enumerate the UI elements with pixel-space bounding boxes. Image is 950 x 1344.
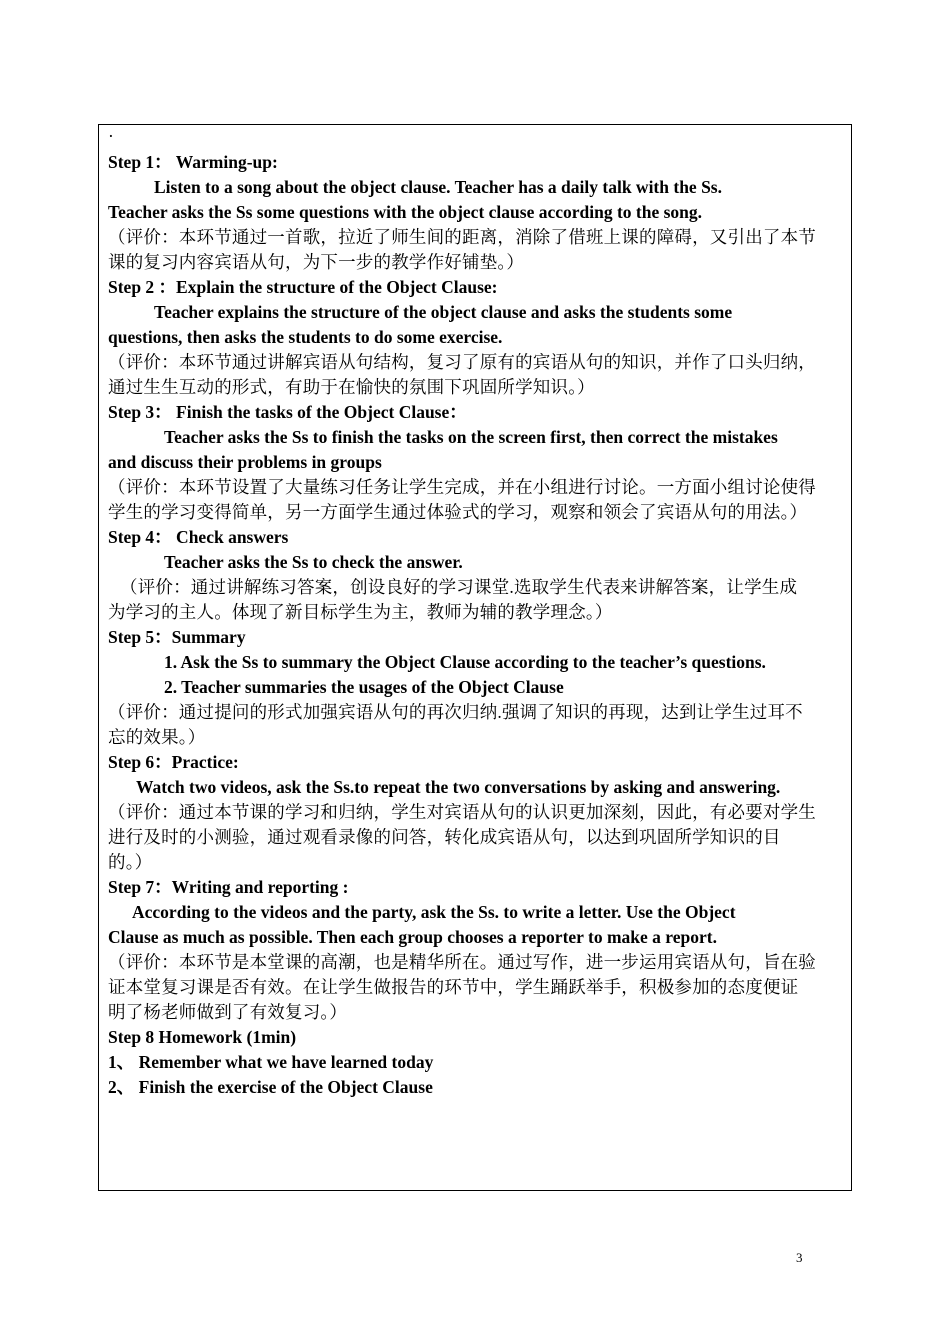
step-3-heading: Step 3： Finish the tasks of the Object Clause： xyxy=(108,402,467,422)
step-3-text: Teacher asks the Ss to finish the tasks on the screen first, then correct the mistakes xyxy=(164,427,778,447)
step-2-evaluation: （评价：本环节通过讲解宾语从句结构，复习了原有的宾语从句的知识，并作了口头归纳， xyxy=(108,352,816,372)
step-4-evaluation: 为学习的主人。体现了新目标学生为主，教师为辅的教学理念。） xyxy=(108,602,613,622)
page-number: 3 xyxy=(796,1250,803,1265)
step-4-text: Teacher asks the Ss to check the answer. xyxy=(164,552,463,572)
step-7-evaluation: 证本堂复习课是否有效。在让学生做报告的环节中，学生踊跃举手，积极参加的态度便证 xyxy=(108,977,799,997)
step-2-text: questions, then asks the students to do some exercise. xyxy=(108,327,503,347)
step-1-evaluation: 课的复习内容宾语从句，为下一步的教学作好铺垫。） xyxy=(108,252,525,272)
step-6-heading: Step 6：Practice: xyxy=(108,752,239,772)
step-1-evaluation: （评价：本环节通过一首歌，拉近了师生间的距离，消除了借班上课的障碍，又引出了本节 xyxy=(108,227,816,247)
step-5-item-1: 1. Ask the Ss to summary the Object Clause according to the teacher’s questions. xyxy=(164,652,766,672)
step-1-text: Listen to a song about the object clause. Teacher has a daily talk with the Ss. xyxy=(154,177,722,197)
step-7-evaluation: 明了杨老师做到了有效复习。） xyxy=(108,1002,348,1022)
step-5-heading: Step 5：Summary xyxy=(108,627,246,647)
step-7-text: According to the videos and the party, ask the Ss. to write a letter. Use the Object xyxy=(132,902,736,922)
step-7-heading: Step 7：Writing and reporting : xyxy=(108,877,349,897)
step-2-evaluation: 通过生生互动的形式，有助于在愉快的氛围下巩固所学知识。） xyxy=(108,377,595,397)
step-6-evaluation: 的。） xyxy=(108,852,153,872)
step-5-evaluation: 忘的效果。） xyxy=(108,727,206,747)
step-4-evaluation: （评价：通过讲解练习答案，创设良好的学习课堂.选取学生代表来讲解答案，让学生成 xyxy=(120,577,798,597)
step-8-heading: Step 8 Homework (1min) xyxy=(108,1027,297,1047)
homework-item-1: 1、 Remember what we have learned today xyxy=(108,1052,434,1072)
step-1-text: Teacher asks the Ss some questions with the object clause according to the song. xyxy=(108,202,703,222)
step-3-evaluation: 学生的学习变得简单，另一方面学生通过体验式的学习，观察和领会了宾语从句的用法。） xyxy=(108,502,808,522)
step-6-text: Watch two videos, ask the Ss.to repeat the two conversations by asking and answering. xyxy=(136,777,781,797)
step-5-evaluation: （评价：通过提问的形式加强宾语从句的再次归纳.强调了知识的再现，达到让学生过耳不 xyxy=(108,702,803,722)
step-6-evaluation: （评价：通过本节课的学习和归纳，学生对宾语从句的认识更加深刻，因此，有必要对学生 xyxy=(108,802,816,822)
step-7-evaluation: （评价：本环节是本堂课的高潮，也是精华所在。通过写作，进一步运用宾语从句，旨在验 xyxy=(108,952,816,972)
step-5-item-2: 2. Teacher summaries the usages of the Object Clause xyxy=(164,677,564,697)
step-6-evaluation: 进行及时的小测验，通过观看录像的问答，转化成宾语从句，以达到巩固所学知识的目 xyxy=(108,827,781,847)
step-1-heading: Step 1： Warming-up: xyxy=(108,152,278,172)
step-7-text: Clause as much as possible. Then each group chooses a reporter to make a report. xyxy=(108,927,717,947)
step-4-heading: Step 4： Check answers xyxy=(108,527,289,547)
lesson-steps xyxy=(108,128,846,1100)
step-3-evaluation: （评价：本环节设置了大量练习任务让学生完成，并在小组进行讨论。一方面小组讨论使得 xyxy=(108,477,816,497)
lead-mark: · xyxy=(108,126,114,146)
step-3-text: and discuss their problems in groups xyxy=(108,452,382,472)
homework-item-2: 2、 Finish the exercise of the Object Clause xyxy=(108,1077,433,1097)
step-2-text: Teacher explains the structure of the object clause and asks the students some xyxy=(154,302,733,322)
step-2-heading: Step 2 ：Explain the structure of the Object Clause: xyxy=(108,277,498,297)
